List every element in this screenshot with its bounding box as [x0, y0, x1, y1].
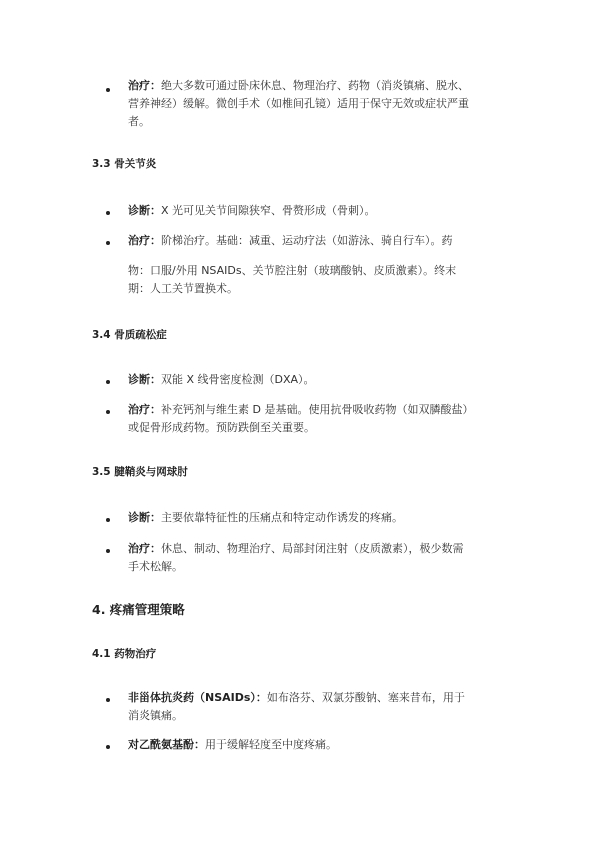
bullet-label: 治疗：: [128, 79, 161, 92]
bullet-label: 治疗：: [128, 542, 161, 555]
bullet-text: [128, 202, 516, 220]
bullet-label: 诊断：: [128, 373, 161, 386]
section-heading-4-1: 4.1 药物治疗: [92, 648, 157, 660]
bullet-text: [128, 232, 516, 250]
bullet-dot: [106, 698, 110, 702]
bullet-body: 用于缓解轻度至中度疼痛。: [205, 738, 337, 751]
section-heading-3-3: 3.3 骨关节炎: [92, 158, 157, 170]
bullet-body: 如布洛芬、双氯芬酸钠、塞来昔布，用于 消炎镇痛。: [128, 691, 465, 722]
bullet-body: 双能 X 线骨密度检测（DXA）。: [161, 373, 315, 386]
bullet-text: [128, 401, 516, 437]
bullet-text: [128, 509, 516, 527]
bullet-text: [128, 689, 516, 725]
bullet-dot: [106, 88, 110, 92]
bullet-body: 物：口服/外用 NSAIDs、关节腔注射（玻璃酸钠、皮质激素）。终末 期：人工关节置换术。: [128, 264, 457, 295]
bullet-dot: [106, 518, 110, 522]
bullet-label: 诊断：: [128, 511, 161, 524]
bullet-body: 绝大多数可通过卧床休息、物理治疗、药物（消炎镇痛、脱水、 营养神经）缓解。微创手术（如椎间孔镜）适用于保守无效或症状严重 者。: [128, 79, 469, 128]
bullet-label: 治疗：: [128, 234, 161, 247]
bullet-dot: [106, 380, 110, 384]
bullet-label: 非甾体抗炎药（NSAIDs）：: [128, 691, 267, 704]
section-heading-3-5: 3.5 腱鞘炎与网球肘: [92, 466, 188, 478]
bullet-dot: [106, 549, 110, 553]
section-heading-3-4: 3.4 骨质疏松症: [92, 329, 167, 341]
bullet-text: [128, 540, 516, 576]
bullet-text: [128, 262, 516, 298]
bullet-body: 阶梯治疗。基础：减重、运动疗法（如游泳、骑自行车）。药: [161, 234, 453, 247]
bullet-label: 治疗：: [128, 403, 161, 416]
bullet-body: 休息、制动、物理治疗、局部封闭注射（皮质激素），极少数需 手术松解。: [128, 542, 464, 573]
bullet-dot: [106, 745, 110, 749]
bullet-text: [128, 371, 516, 389]
bullet-body: X 光可见关节间隙狭窄、骨赘形成（骨刺）。: [161, 204, 376, 217]
bullet-text: [128, 736, 516, 754]
bullet-body: 补充钙剂与维生素 D 是基础。使用抗骨吸收药物（如双膦酸盐） 或促骨形成药物。预防跌倒至关重要。: [128, 403, 474, 434]
bullet-dot: [106, 241, 110, 245]
bullet-body: 主要依靠特征性的压痛点和特定动作诱发的疼痛。: [161, 511, 403, 524]
bullet-text: [128, 77, 516, 131]
bullet-dot: [106, 211, 110, 215]
bullet-dot: [106, 410, 110, 414]
bullet-label: 对乙酰氨基酚：: [128, 738, 205, 751]
bullet-label: 诊断：: [128, 204, 161, 217]
section-heading-4: 4. 疼痛管理策略: [92, 602, 185, 617]
